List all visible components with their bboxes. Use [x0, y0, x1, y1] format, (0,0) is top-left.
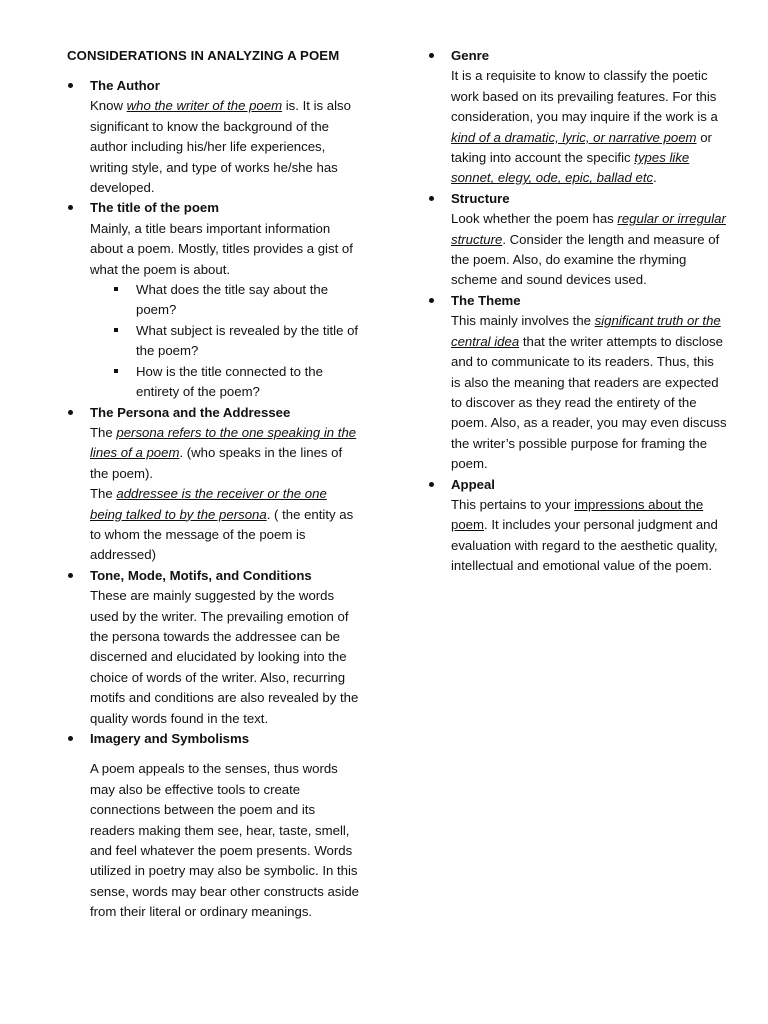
- body-text: This pertains to your: [451, 496, 575, 512]
- list-item: What does the title say about the poem?: [90, 280, 362, 321]
- left-column: [90, 76, 362, 923]
- section-heading: Appeal: [451, 475, 727, 495]
- body-text: Look whether the poem has: [451, 211, 618, 227]
- section-heading: Structure: [451, 189, 727, 209]
- section-theme: [451, 291, 727, 475]
- section-body: A poem appeals to the senses, thus words may also be effective tools to create connections between the poem and its readers making them see, hear, taste, smell, and feel whatever the poem presents. Words utilized in poetry may also be symbolic. In this sense, words may bear other constructs aside from their literal or ordinary meanings.: [90, 761, 360, 920]
- underlined-phrase: addressee is the receiver or the one being talked to by the persona: [90, 486, 327, 522]
- section-body: [90, 96, 362, 198]
- body-text: . (who speaks in the lines of the poem).: [90, 445, 343, 481]
- body-text: . Consider the length and measure of the poem. Also, do examine the rhyming scheme and sound devices used.: [451, 231, 720, 288]
- section-heading: The Persona and the Addressee: [90, 403, 362, 423]
- body-text: It is a requisite to know to classify the poetic work based on its prevailing features. For this consideration, you may inquire if the work is a: [451, 68, 718, 125]
- page-title: CONSIDERATIONS IN ANALYZING A POEM: [67, 48, 340, 63]
- section-heading: Genre: [451, 46, 727, 66]
- section-body: [451, 311, 727, 474]
- body-text: . ( the entity as to whom the message of the poem is addressed): [90, 506, 354, 563]
- section-tone: [90, 566, 362, 729]
- body-text: The: [90, 424, 117, 440]
- body-text: This mainly involves the: [451, 313, 595, 329]
- section-body: These are mainly suggested by the words used by the writer. The prevailing emotion of the persona towards the addressee can be discerned and elucidated by looking into the choice of words of the writer. Also, recurring motifs and conditions are also revealed by the quality words found in the text.: [90, 588, 359, 726]
- list-item: How is the title connected to the entirety of the poem?: [90, 362, 362, 403]
- body-text: .: [653, 170, 657, 186]
- section-appeal: [451, 475, 727, 577]
- section-imagery: [90, 729, 362, 923]
- underlined-phrase: persona refers to the one speaking in the lines of a poem: [90, 424, 357, 461]
- section-heading: Imagery and Symbolisms: [90, 729, 362, 749]
- underlined-phrase: regular or irregular structure: [451, 211, 726, 247]
- section-body: [90, 484, 362, 566]
- section-structure: [451, 189, 727, 291]
- list-item: What subject is revealed by the title of the poem?: [90, 321, 362, 362]
- body-text: that the writer attempts to disclose and to communicate to its readers. Thus, this is also the meaning that readers are expected to discover as they read the entirety of the poem. Also, as a reader, you may even discuss the writer’s possible purpose for framing the poem.: [451, 333, 727, 472]
- underlined-phrase: types like sonnet, elegy, ode, epic, ballad etc: [451, 150, 690, 186]
- section-author: [90, 76, 362, 198]
- section-body: [451, 66, 727, 188]
- section-persona: [90, 403, 362, 566]
- body-text: . It includes your personal judgment and evaluation with regard to the aesthetic quality, intellectual and emotional value of the poem.: [451, 517, 718, 574]
- body-text: or taking into account the specific: [451, 129, 712, 166]
- body-text: The: [90, 486, 117, 502]
- section-heading: The Author: [90, 76, 362, 96]
- section-heading: The title of the poem: [90, 198, 362, 218]
- body-text: is. It is also significant to know the background of the author including his/her life experiences, writing style, and type of works he/she has developed.: [90, 98, 351, 196]
- section-genre: [451, 46, 727, 189]
- spacer: [90, 749, 362, 759]
- section-body: [90, 423, 362, 484]
- underlined-phrase: who the writer of the poem: [126, 98, 283, 114]
- underlined-phrase: impressions about the poem: [451, 496, 704, 533]
- section-body: Mainly, a title bears important information about a poem. Mostly, titles provides a gist of what the poem is about.: [90, 220, 353, 277]
- right-column: [451, 46, 727, 577]
- section-heading: Tone, Mode, Motifs, and Conditions: [90, 566, 362, 586]
- underlined-phrase: significant truth or the central idea: [451, 313, 721, 349]
- body-text: Know: [90, 98, 127, 114]
- section-title-of-poem: [90, 198, 362, 402]
- question-list: [90, 280, 362, 402]
- section-heading: The Theme: [451, 291, 727, 311]
- underlined-phrase: kind of a dramatic, lyric, or narrative poem: [451, 129, 697, 145]
- section-body: [451, 209, 727, 291]
- section-body: [451, 495, 727, 577]
